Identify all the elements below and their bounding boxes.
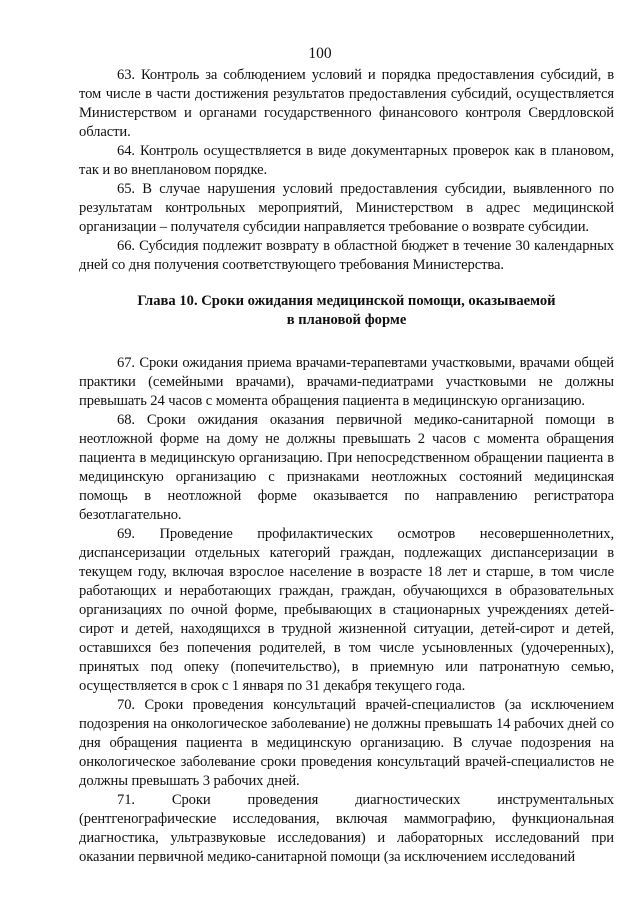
chapter-heading-line-1: Глава 10. Сроки ожидания медицинской помощи, оказываемой bbox=[137, 293, 556, 309]
paragraph-69: 69. Проведение профилактических осмотров несовершеннолетних, диспансеризации отдельных категорий граждан, подлежащих диспансеризации в текущем году, включая взрослое население в возрасте 18 лет и старше, в том числе работающих и неработающих граждан, граждан, обучающихся в образовательных организациях по очной форме, пребывающих в стационарных учреждениях детей-сирот и детей, находящихся в трудной жизненной ситуации, детей-сирот и детей, оставшихся без попечения родителей, в том числе усыновленных (удочеренных), принятых под опеку (попечительство), в приемную или патронатную семью, осуществляется в срок с 1 января по 31 декабря текущего года. bbox=[79, 526, 614, 694]
paragraph-65: 65. В случае нарушения условий предоставления субсидии, выявленного по результатам контрольных мероприятий, Министерством в адрес медицинской организации – получателя субсидии направляется требование о возврате субсидии. bbox=[79, 181, 614, 235]
paragraph-71: 71. Сроки проведения диагностических инструментальных (рентгенографические исследования, включая маммографию, функциональная диагностика, ультразвуковые исследования) и лабораторных исследований при оказании первичной медико-санитарной помощи (за исключением исследований bbox=[79, 792, 614, 865]
paragraph-64: 64. Контроль осуществляется в виде документарных проверок как в плановом, так и во внеплановом порядке. bbox=[79, 143, 614, 178]
chapter-heading bbox=[79, 292, 614, 330]
document-body bbox=[79, 66, 614, 867]
paragraph-66: 66. Субсидия подлежит возврату в областной бюджет в течение 30 календарных дней со дня получения соответствующего требования Министерства. bbox=[79, 238, 614, 273]
page-number: 100 bbox=[308, 45, 332, 62]
paragraph-67: 67. Сроки ожидания приема врачами-терапевтами участковыми, врачами общей практики (семейными врачами), врачами-педиатрами участковыми не должны превышать 24 часов с момента обращения пациента в медицинскую организацию. bbox=[79, 355, 614, 409]
paragraph-63: 63. Контроль за соблюдением условий и порядка предоставления субсидий, в том числе в части достижения результатов предоставления субсидий, осуществляется Министерством и органами государственного финансового контроля Свердловской области. bbox=[79, 67, 614, 140]
paragraph-68: 68. Сроки ожидания оказания первичной медико-санитарной помощи в неотложной форме на дому не должны превышать 2 часов с момента обращения пациента в медицинскую организацию. При непосредственном обращении пациента в медицинскую организацию с признаками неотложных состояний медицинская помощь в неотложной форме оказывается по направлению регистратора безотлагательно. bbox=[79, 412, 614, 523]
chapter-heading-line-2: в плановой форме bbox=[286, 312, 407, 328]
paragraph-70: 70. Сроки проведения консультаций врачей-специалистов (за исключением подозрения на онкологическое заболевание) не должны превышать 14 рабочих дней со дня обращения пациента в медицинскую организацию. В случае подозрения на онкологическое заболевание сроки проведения консультаций врачей-специалистов не должны превышать 3 рабочих дней. bbox=[79, 697, 614, 789]
